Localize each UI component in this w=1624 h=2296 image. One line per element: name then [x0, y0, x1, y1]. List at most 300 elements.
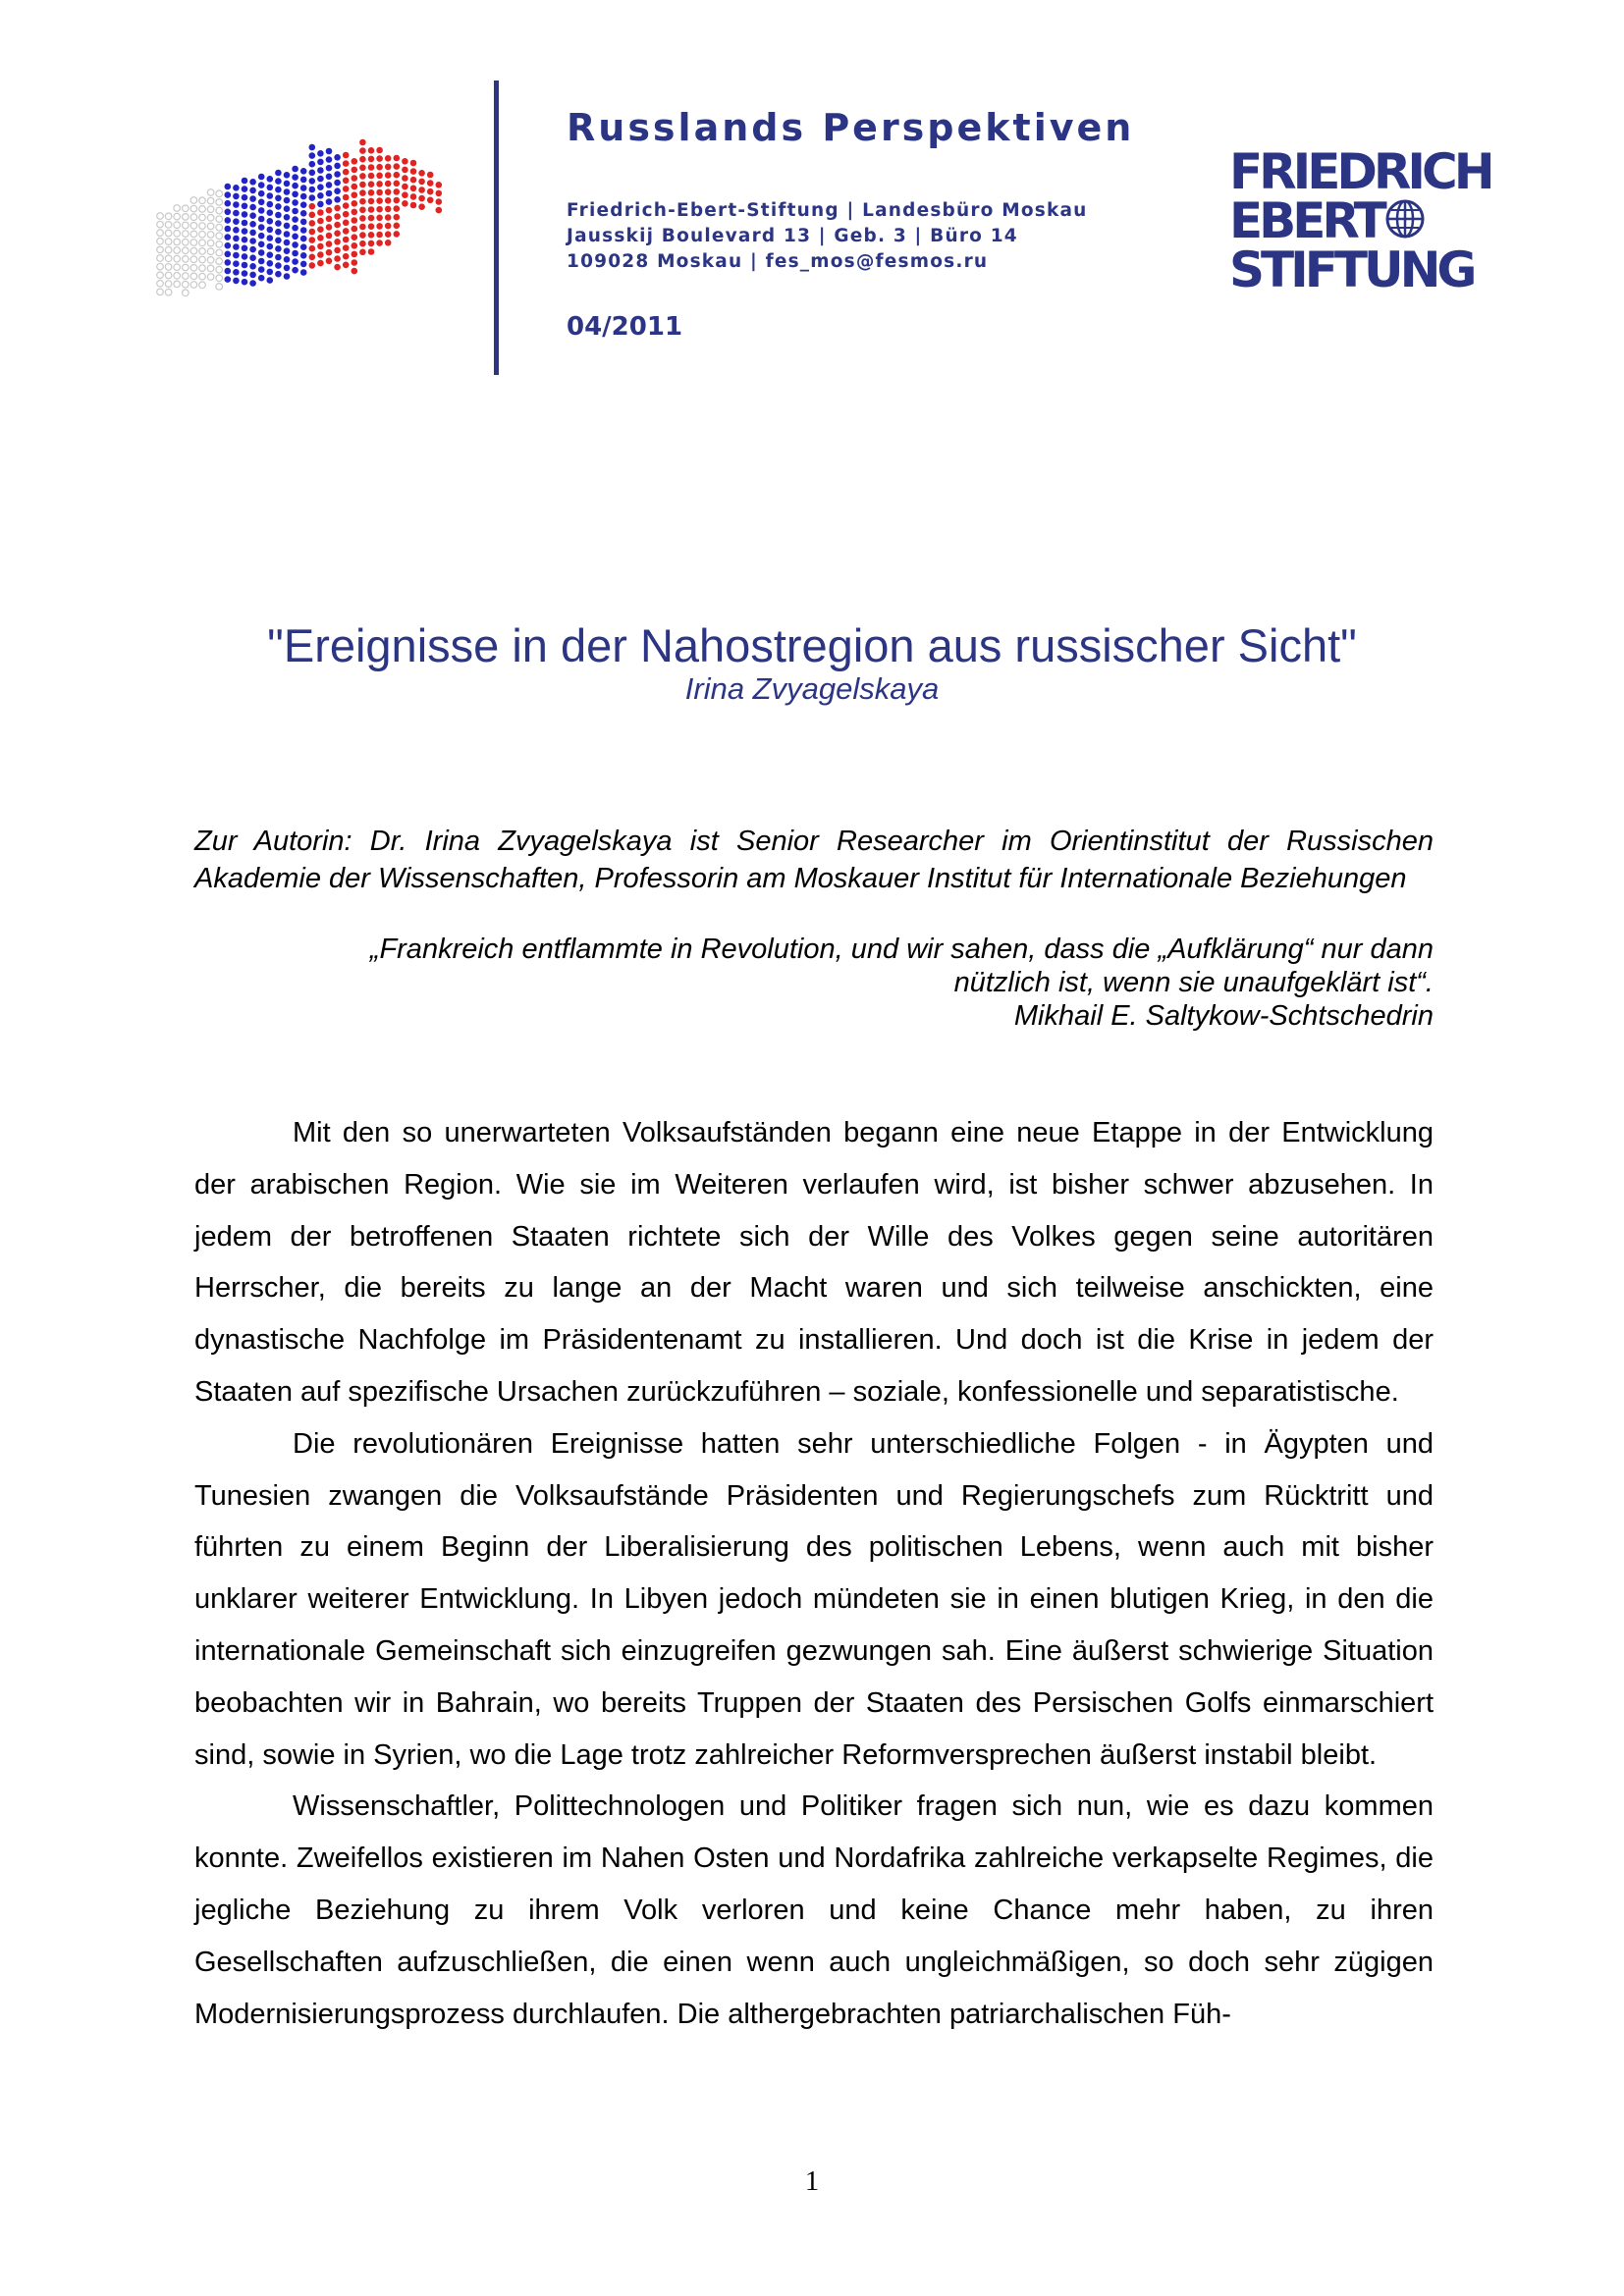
map-dot — [385, 188, 392, 195]
map-dot — [233, 227, 240, 234]
map-dot — [258, 258, 265, 265]
map-dot — [258, 233, 265, 240]
map-dot — [300, 243, 307, 250]
map-dot — [157, 213, 164, 220]
map-dot — [300, 252, 307, 259]
map-dot — [309, 178, 316, 185]
map-dot — [183, 214, 189, 221]
map-dot — [157, 263, 164, 270]
map-dot — [385, 155, 392, 162]
map-dot — [284, 214, 291, 221]
map-dot — [157, 272, 164, 279]
map-dot — [376, 206, 383, 213]
map-dot — [385, 231, 392, 238]
map-dot — [300, 210, 307, 217]
map-dot — [343, 262, 350, 269]
map-dot — [317, 167, 324, 174]
map-dot — [418, 179, 425, 186]
map-dot — [258, 182, 265, 188]
map-dot — [394, 172, 401, 179]
map-dot — [368, 173, 375, 180]
map-dot — [242, 279, 248, 286]
map-dot — [402, 175, 408, 182]
map-dot — [275, 262, 282, 269]
map-dot — [242, 186, 248, 192]
epigraph-line: „Frankreich entflammte in Revolution, und wir sahen, dass die „Aufklärung“ nur dann — [369, 934, 1434, 965]
map-dot — [207, 206, 214, 213]
map-dot — [427, 180, 434, 187]
map-dot — [275, 229, 282, 236]
map-dot — [267, 201, 274, 208]
map-dot — [275, 203, 282, 210]
map-dot — [343, 211, 350, 218]
map-dot — [352, 175, 358, 182]
map-dot — [183, 290, 189, 296]
map-dot — [242, 203, 248, 210]
map-dot — [267, 185, 274, 191]
map-dot — [199, 265, 206, 272]
map-dot — [359, 224, 366, 231]
map-dot — [300, 269, 307, 276]
map-dot — [326, 249, 333, 256]
map-dot — [376, 189, 383, 196]
map-dot — [309, 254, 316, 261]
map-dot — [309, 220, 316, 227]
fes-logo-word: FRIEDRICH — [1229, 143, 1491, 200]
map-dot — [233, 218, 240, 225]
map-dot — [317, 260, 324, 267]
map-dot — [334, 187, 341, 194]
map-dot — [359, 240, 366, 247]
map-dot — [317, 192, 324, 199]
map-dot — [402, 158, 408, 165]
map-dot — [359, 165, 366, 172]
map-dot — [359, 207, 366, 214]
address-line: Friedrich-Ebert-Stiftung | Landesbüro Moskau — [567, 200, 1088, 221]
map-dot — [352, 191, 358, 198]
map-dot — [368, 156, 375, 163]
map-dot — [183, 247, 189, 254]
map-dot — [284, 197, 291, 204]
map-dot — [334, 255, 341, 262]
map-dot — [267, 209, 274, 216]
map-dot — [334, 205, 341, 212]
map-dot — [267, 235, 274, 241]
map-dot — [207, 240, 214, 246]
map-dot — [359, 189, 366, 196]
map-dot — [394, 205, 401, 212]
map-dot — [275, 187, 282, 193]
map-dot — [216, 207, 223, 214]
map-dot — [233, 260, 240, 267]
map-dot — [376, 240, 383, 246]
map-dot — [249, 204, 256, 211]
map-dot — [174, 222, 181, 229]
map-dot — [410, 186, 417, 192]
map-dot — [309, 194, 316, 201]
map-dot — [300, 193, 307, 200]
map-dot — [292, 174, 298, 181]
map-dot — [199, 223, 206, 230]
map-dot — [258, 199, 265, 206]
map-dot — [317, 201, 324, 208]
map-dot — [292, 234, 298, 240]
map-dot — [207, 232, 214, 239]
map-dot — [207, 215, 214, 222]
map-dot — [225, 251, 232, 258]
map-dot — [183, 231, 189, 238]
map-dot — [199, 282, 206, 289]
fes-logo-word: EBERT — [1229, 192, 1383, 249]
map-dot — [368, 223, 375, 230]
map-dot — [284, 172, 291, 179]
map-dot — [334, 180, 341, 187]
epigraph-line: nützlich ist, wenn sie unaufgeklärt ist“. — [953, 967, 1434, 998]
map-dot — [258, 266, 265, 273]
map-dot — [309, 144, 316, 151]
map-dot — [207, 274, 214, 281]
map-dot — [284, 247, 291, 254]
map-dot — [334, 163, 341, 170]
map-dot — [190, 197, 197, 204]
map-dot — [418, 203, 425, 210]
map-dot — [352, 259, 358, 266]
map-dot — [343, 160, 350, 167]
map-dot — [258, 216, 265, 223]
series-title: Russlands Perspektiven — [567, 106, 1135, 149]
map-dot — [292, 208, 298, 215]
map-dot — [267, 243, 274, 250]
map-dot — [376, 232, 383, 239]
map-dot — [190, 214, 197, 221]
map-dot — [190, 265, 197, 272]
map-dot — [309, 161, 316, 168]
map-dot — [402, 184, 408, 190]
epigraph — [370, 933, 1434, 1033]
map-dot — [249, 230, 256, 237]
map-dot — [174, 273, 181, 280]
map-dot — [190, 205, 197, 212]
map-dot — [216, 216, 223, 223]
map-dot — [249, 212, 256, 219]
map-dot — [190, 231, 197, 238]
map-dot — [199, 273, 206, 280]
map-dot — [207, 197, 214, 204]
map-dot — [190, 273, 197, 280]
map-dot — [216, 233, 223, 240]
map-dot — [207, 257, 214, 264]
map-dot — [376, 223, 383, 230]
map-dot — [410, 193, 417, 200]
map-dot — [275, 170, 282, 177]
map-dot — [225, 191, 232, 198]
map-dot — [352, 167, 358, 174]
author-bio: Zur Autorin: Dr. Irina Zvyagelskaya ist Senior Researcher im Orientinstitut der Russischen Akademie der Wissenschaften, Professorin am Moskauer Institut für Internationale Beziehungen — [194, 826, 1434, 894]
address-line: 109028 Moskau | fes_mos@fesmos.ru — [567, 251, 989, 272]
map-dot — [317, 235, 324, 241]
map-dot — [284, 240, 291, 246]
map-dot — [157, 255, 164, 262]
map-dot — [284, 205, 291, 212]
map-dot — [190, 256, 197, 263]
map-dot — [343, 237, 350, 243]
map-dot — [183, 205, 189, 212]
map-dot — [410, 160, 417, 167]
map-dot — [376, 173, 383, 180]
map-dot — [165, 255, 172, 262]
map-dot — [174, 281, 181, 288]
map-dot — [242, 194, 248, 201]
map-dot — [275, 254, 282, 261]
map-dot — [376, 197, 383, 204]
map-dot — [352, 268, 358, 275]
map-dot — [165, 239, 172, 245]
map-dot — [326, 224, 333, 231]
map-dot — [376, 164, 383, 171]
map-dot — [317, 218, 324, 225]
map-dot — [233, 185, 240, 191]
map-dot — [292, 191, 298, 198]
map-dot — [225, 209, 232, 216]
map-dot — [300, 227, 307, 234]
map-dot — [359, 139, 366, 146]
body-text — [194, 1107, 1434, 2040]
map-dot — [317, 184, 324, 190]
map-dot — [334, 213, 341, 220]
map-dot — [385, 172, 392, 179]
body-paragraph: Die revolutionären Ereignisse hatten sehr unterschiedliche Folgen - in Ägypten und Tunesien zwangen die Volksaufstände Präsidenten und Regierungschefs zum Rücktritt und führten zu einem Beginn der Liberalisierung des politischen Lebens, wenn auch mit bisher unklarer weiterer Entwicklung. In Libyen jedoch mündeten sie in einen blutigen Krieg, in den die internationale Gemeinschaft sich einzugreifen gezwungen sah. Eine äußerst schwierige Situation beobachten wir in Bahrain, wo bereits Truppen der Staaten des Persischen Golfs einmarschiert sind, sowie in Syrien, wo die Lage trotz zahlreicher Reformversprechen äußerst instabil bleibt. — [194, 1427, 1434, 1771]
map-dot — [352, 158, 358, 165]
map-dot — [174, 231, 181, 238]
map-dot — [225, 184, 232, 190]
map-dot — [334, 230, 341, 237]
map-dot — [207, 265, 214, 272]
map-dot — [284, 273, 291, 280]
map-dot — [165, 230, 172, 237]
map-dot — [368, 206, 375, 213]
map-dot — [343, 202, 350, 209]
map-dot — [309, 262, 316, 269]
map-dot — [216, 224, 223, 231]
map-dot — [284, 223, 291, 230]
map-dot — [233, 193, 240, 200]
map-dot — [157, 230, 164, 237]
map-dot — [300, 219, 307, 226]
map-dot — [418, 187, 425, 193]
map-dot — [376, 147, 383, 154]
map-dot — [292, 199, 298, 206]
map-dot — [326, 258, 333, 265]
address-line: Jausskij Boulevard 13 | Geb. 3 | Büro 14 — [567, 226, 1018, 246]
map-dot — [326, 174, 333, 181]
map-dot — [267, 192, 274, 199]
map-dot — [394, 197, 401, 204]
map-dot — [359, 215, 366, 222]
map-dot — [300, 168, 307, 175]
map-dot — [207, 223, 214, 230]
map-dot — [275, 178, 282, 185]
map-dot — [157, 281, 164, 288]
map-dot — [242, 245, 248, 252]
map-dot — [242, 228, 248, 235]
map-dot — [394, 214, 401, 221]
map-dot — [317, 226, 324, 233]
map-dot — [216, 275, 223, 282]
map-dot — [300, 236, 307, 242]
map-dot — [385, 197, 392, 204]
map-dot — [249, 179, 256, 186]
map-dot — [359, 147, 366, 154]
map-dot — [242, 211, 248, 218]
map-dot — [418, 170, 425, 177]
map-dot — [368, 240, 375, 247]
map-dot — [258, 241, 265, 248]
map-dot — [394, 188, 401, 195]
map-dot — [410, 202, 417, 209]
russia-map-logo — [152, 137, 461, 314]
map-dot — [334, 196, 341, 203]
map-dot — [359, 156, 366, 163]
map-dot — [249, 195, 256, 202]
map-dot — [242, 237, 248, 243]
map-dot — [267, 218, 274, 225]
map-dot — [190, 240, 197, 246]
map-dot — [300, 185, 307, 191]
map-dot — [249, 272, 256, 279]
map-dot — [267, 176, 274, 183]
map-dot — [190, 282, 197, 289]
map-dot — [394, 155, 401, 162]
map-dot — [402, 191, 408, 198]
map-dot — [326, 198, 333, 205]
map-dot — [317, 150, 324, 157]
map-dot — [368, 198, 375, 205]
map-dot — [309, 187, 316, 193]
map-dot — [343, 169, 350, 176]
map-dot — [242, 220, 248, 227]
map-dot — [385, 181, 392, 187]
map-dot — [385, 240, 392, 246]
map-dot — [343, 253, 350, 260]
map-dot — [352, 200, 358, 207]
map-dot — [157, 246, 164, 253]
map-dot — [376, 155, 383, 162]
map-dot — [242, 178, 248, 185]
map-dot — [165, 272, 172, 279]
map-dot — [394, 163, 401, 170]
map-dot — [343, 178, 350, 185]
map-dot — [292, 183, 298, 189]
map-dot — [183, 264, 189, 271]
map-dot — [216, 249, 223, 256]
map-dot — [183, 281, 189, 288]
map-dot — [368, 181, 375, 187]
map-dot — [284, 256, 291, 263]
map-dot — [385, 206, 392, 213]
map-dot — [317, 251, 324, 258]
map-dot — [359, 173, 366, 180]
map-dot — [376, 215, 383, 222]
map-dot — [394, 223, 401, 230]
map-dot — [258, 224, 265, 231]
map-dot — [225, 276, 232, 283]
map-dot — [326, 165, 333, 172]
map-dot — [225, 217, 232, 224]
epigraph-attribution: Mikhail E. Saltykow-Schtschedrin — [1013, 1000, 1434, 1032]
map-dot — [267, 277, 274, 284]
map-dot — [249, 238, 256, 244]
map-dot — [300, 261, 307, 268]
map-dot — [284, 181, 291, 187]
map-dot — [317, 243, 324, 250]
map-dot — [284, 265, 291, 272]
map-dot — [385, 223, 392, 230]
map-dot — [343, 244, 350, 251]
map-dot — [199, 240, 206, 246]
map-dot — [267, 260, 274, 267]
map-dot — [309, 203, 316, 210]
map-dot — [376, 181, 383, 187]
map-dot — [300, 177, 307, 184]
map-dot — [225, 200, 232, 207]
map-dot — [216, 241, 223, 248]
map-dot — [199, 256, 206, 263]
map-dot — [334, 222, 341, 229]
map-dot — [157, 221, 164, 228]
map-dot — [275, 271, 282, 278]
map-dot — [368, 164, 375, 171]
map-dot — [190, 223, 197, 230]
map-dot — [275, 245, 282, 252]
map-dot — [317, 176, 324, 183]
map-dot — [292, 241, 298, 248]
map-dot — [216, 199, 223, 206]
map-dot — [216, 284, 223, 291]
map-dot — [275, 212, 282, 219]
map-dot — [326, 207, 333, 214]
map-dot — [183, 256, 189, 263]
map-dot — [326, 216, 333, 223]
map-dot — [233, 210, 240, 217]
map-dot — [157, 239, 164, 245]
map-dot — [410, 168, 417, 175]
map-dot — [352, 251, 358, 258]
map-dot — [394, 181, 401, 187]
map-dot — [334, 154, 341, 161]
body-paragraph: Wissenschaftler, Polittechnologen und Politiker fragen sich nun, wie es dazu kommen konnte. Zweifellos existieren im Nahen Osten und Nordafrika zahlreiche verkapselte Regimes, die jegliche Beziehung zu ihrem Volk verloren und keine Chance mehr haben, zu ihren Gesellschaften aufzuschließen, die einen wenn auch ungleichmäßigen, so doch sehr zügigen Modernisierungsprozess durchlaufen. Die althergebrachten patriarchalischen Füh- — [194, 1790, 1434, 2030]
map-dot — [199, 248, 206, 255]
map-dot — [174, 255, 181, 262]
map-dot — [343, 186, 350, 192]
map-dot — [242, 270, 248, 277]
map-dot — [216, 258, 223, 265]
map-dot — [157, 289, 164, 295]
map-dot — [174, 205, 181, 212]
map-dot — [183, 222, 189, 229]
map-dot — [225, 234, 232, 240]
map-dot — [436, 190, 443, 197]
map-dot — [292, 250, 298, 257]
map-dot — [233, 278, 240, 285]
fes-logo — [1229, 143, 1491, 298]
map-dot — [284, 188, 291, 195]
map-dot — [165, 213, 172, 220]
map-dot — [436, 182, 443, 188]
map-dot — [165, 264, 172, 271]
issue-number: 04/2011 — [567, 312, 683, 342]
map-dot — [199, 197, 206, 204]
map-dot — [352, 242, 358, 249]
